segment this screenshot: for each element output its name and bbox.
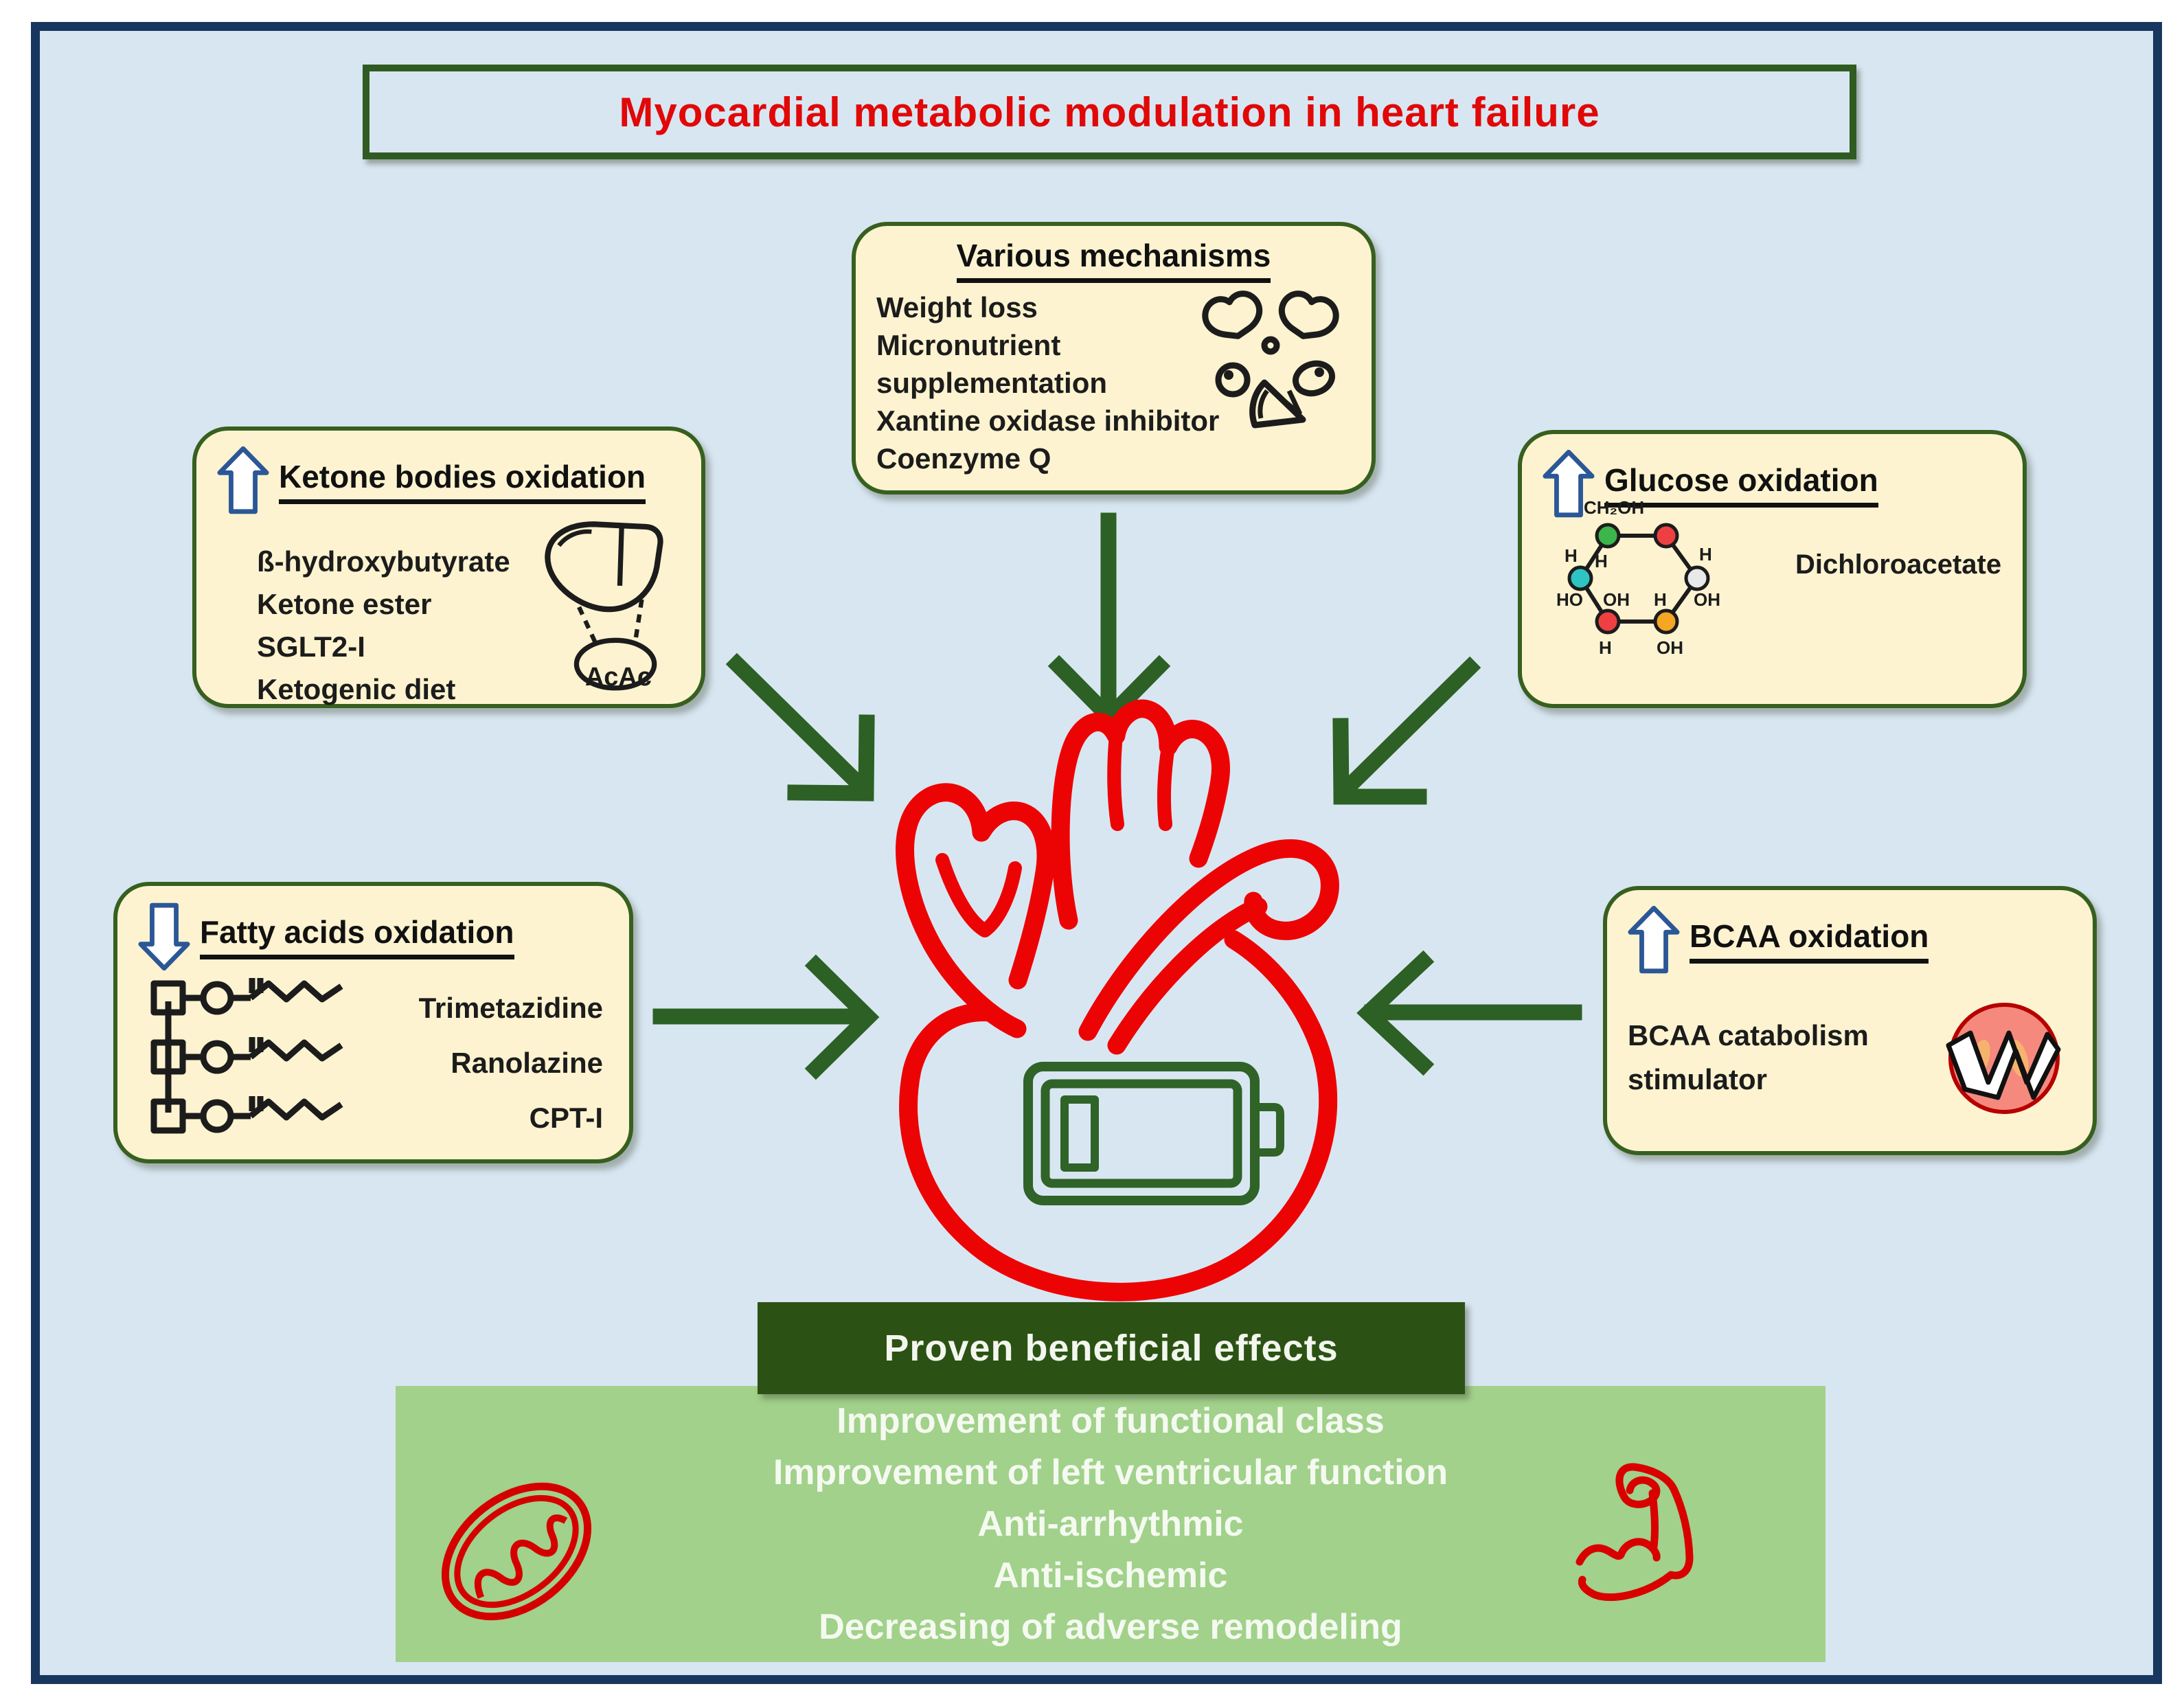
panel-fatty-acids <box>113 882 633 1163</box>
various-title: Various mechanisms <box>957 237 1271 283</box>
molecule-label: OH <box>1694 589 1720 610</box>
effect-line: Anti-arrhythmic <box>977 1504 1244 1544</box>
acac-label: AcAc <box>584 663 652 692</box>
bicep-icon <box>1549 1427 1714 1619</box>
arrow-fatty-to-heart <box>661 966 868 1069</box>
main-title: Myocardial metabolic modulation in heart failure <box>619 89 1600 135</box>
fatty-line: Ranolazine <box>451 1047 603 1079</box>
glucose-drug-label: Dichloroacetate <box>1795 549 2002 580</box>
glucose-title: Glucose oxidation <box>1604 462 1878 508</box>
ketone-line: SGLT2-I <box>257 630 365 663</box>
panel-bcaa-oxidation <box>1603 886 2097 1155</box>
molecule-label: HO <box>1556 589 1583 610</box>
panel-various-mechanisms <box>852 222 1376 494</box>
molecule-label: H <box>1699 544 1712 565</box>
pills-icon <box>1198 282 1343 430</box>
glucose-molecule-icon <box>1556 497 1744 674</box>
arrow-glucose-to-heart <box>1341 668 1470 797</box>
various-line: Xantine oxidase inhibitor <box>876 405 1220 437</box>
effect-line: Anti-ischemic <box>993 1556 1228 1595</box>
various-line: Coenzyme Q <box>876 442 1051 475</box>
various-line: Micronutrient <box>876 329 1061 361</box>
molecule-label: CH₂OH <box>1584 497 1645 518</box>
molecule-label: OH <box>1603 589 1630 610</box>
various-line: supplementation <box>876 367 1108 399</box>
fatty-line: Trimetazidine <box>418 992 603 1024</box>
molecule-label: H <box>1599 637 1612 658</box>
protein-helix-icon <box>1939 993 2069 1124</box>
up-arrow-icon <box>217 446 269 516</box>
molecule-label: OH <box>1657 637 1683 658</box>
various-line: Weight loss <box>876 291 1038 323</box>
effect-line: Improvement of left ventricular function <box>773 1453 1448 1492</box>
panel-glucose-oxidation <box>1518 430 2027 708</box>
bcaa-line: stimulator <box>1628 1063 1768 1095</box>
ketone-line: Ketone ester <box>257 588 432 620</box>
arrow-bcaa-to-heart <box>1368 962 1574 1065</box>
ketone-title: Ketone bodies oxidation <box>279 458 646 504</box>
molecule-label: H <box>1565 545 1578 566</box>
fatty-title: Fatty acids oxidation <box>200 913 514 959</box>
panel-ketone-bodies <box>192 427 705 708</box>
arrow-ketone-to-heart <box>737 664 867 793</box>
arrow-various-to-heart <box>1059 521 1159 717</box>
proven-effects-title: Proven beneficial effects <box>884 1328 1339 1369</box>
triglyceride-icon <box>148 968 436 1146</box>
effect-line: Improvement of functional class <box>837 1401 1385 1441</box>
up-arrow-icon <box>1628 905 1680 975</box>
ketone-line: ß-hydroxybutyrate <box>257 545 510 578</box>
bcaa-line: BCAA catabolism <box>1628 1019 1869 1051</box>
molecule-label: H <box>1654 589 1667 610</box>
fatty-line: CPT-I <box>529 1102 603 1134</box>
mitochondria-icon <box>424 1462 608 1641</box>
ketone-line: Ketogenic diet <box>257 673 456 705</box>
bcaa-title: BCAA oxidation <box>1690 918 1929 964</box>
main-title-box <box>363 65 1856 159</box>
down-arrow-icon <box>138 901 190 971</box>
proven-effects-header <box>758 1302 1465 1394</box>
molecule-label: H <box>1595 551 1608 571</box>
battery-icon <box>1028 1067 1280 1201</box>
effect-line: Decreasing of adverse remodeling <box>819 1607 1402 1647</box>
